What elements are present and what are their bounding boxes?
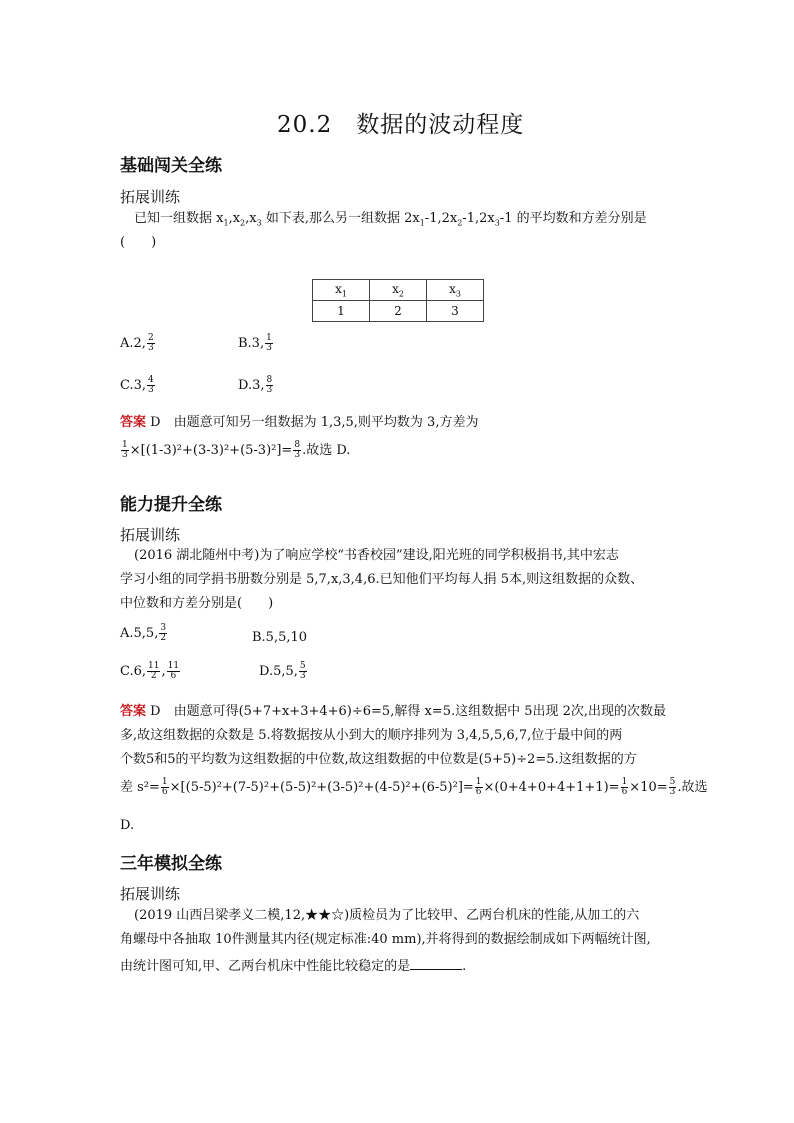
option-d — [238, 376, 274, 395]
option-a — [120, 624, 168, 643]
fraction: $\frac{5}{3}$ — [299, 661, 306, 681]
section-heading-basic: 基础闯关全练 — [120, 156, 222, 176]
answer-label: 答案 — [120, 415, 147, 430]
question-2-line1: (2016 湖北随州中考)为了响应学校“书香校园”建设,阳光班的同学积极捐书,其中宏志 — [134, 548, 619, 563]
question-3-line3 — [120, 957, 466, 973]
question-1-paren: ( ) — [120, 235, 157, 250]
option-label: A.2, — [120, 336, 146, 351]
answer-text: 差 s²= — [120, 780, 160, 795]
option-label: D.3, — [238, 378, 265, 393]
table-header-cell: $x_1$ — [313, 280, 370, 301]
answer-1-line1 — [120, 416, 478, 429]
table-header-cell: $x_3$ — [427, 280, 484, 301]
fraction: $\frac{8}{3}$ — [266, 375, 273, 395]
table-cell: 1 — [313, 301, 370, 322]
question-2-line2: 学习小组的同学捐书册数分别是 5,7,x,3,4,6.已知他们平均每人捐 5本,则这组数据的众数、 — [120, 572, 644, 587]
question-2-line3: 中位数和方差分别是( ) — [120, 596, 274, 611]
section-sub-mock: 拓展训练 — [120, 885, 181, 903]
fraction: $\frac{1}{3}$ — [266, 333, 272, 353]
fraction: $\frac{1}{6}$ — [475, 777, 482, 797]
table-header-row — [313, 280, 484, 301]
q1-part: 已知一组数据 x — [134, 211, 224, 226]
fraction: $\frac{8}{3}$ — [294, 440, 301, 460]
answer-2-line2: 多,故这组数据的众数是 5.将数据按从小到大的顺序排列为 3,4,5,5,6,7,位于最中间的两 — [120, 728, 623, 743]
table-row — [313, 301, 484, 322]
page-title: 20.2 数据的波动程度 — [277, 112, 525, 138]
fraction: $\frac{5}{3}$ — [669, 777, 676, 797]
option-label: D.5,5, — [259, 664, 298, 679]
answer-text: ×[(1-3)²+(3-3)²+(5-3)²]= — [129, 443, 293, 458]
answer-2-line5: D. — [120, 818, 135, 833]
option-label: C.6, — [120, 664, 147, 679]
answer-text: .故选 — [677, 780, 708, 795]
answer-2-line3: 个数5和5的平均数为这组数据的中位数,故这组数据的中位数是(5+5)÷2=5.这组数据的方 — [120, 752, 637, 767]
question-1-text: 已知一组数据 $x_1,x_2,x_3$ 如下表,那么另一组数据 $2x_1-1,2x_2-1,2x_3-1$ 的平均数和方差分别是 — [134, 211, 647, 228]
option-label: B.3, — [238, 336, 265, 351]
section-heading-ability: 能力提升全练 — [120, 495, 222, 515]
option-b — [238, 334, 274, 353]
data-table — [312, 279, 484, 322]
section-heading-mock: 三年模拟全练 — [120, 854, 222, 874]
fraction: $\frac{1}{6}$ — [161, 777, 168, 797]
option-label: C.3, — [120, 378, 147, 393]
question-text: . — [462, 959, 467, 974]
answer-text: D 由题意可得(5+7+x+3+4+6)÷6=5,解得 x=5.这组数据中 5出现 2次,出现的次数最 — [150, 704, 667, 719]
table-cell: 3 — [427, 301, 484, 322]
answer-text: ×[(5-5)²+(7-5)²+(5-5)²+(3-5)²+(4-5)²+(6-5)²]= — [169, 780, 474, 795]
section-sub-basic: 拓展训练 — [120, 188, 181, 206]
answer-text: ×10= — [629, 780, 668, 795]
answer-text: ×(0+4+0+4+1+1)= — [483, 780, 620, 795]
fraction: $\frac{1}{3}$ — [122, 440, 128, 460]
q1-part: 如下表,那么另一组数据 2x — [265, 211, 420, 226]
answer-2-line1 — [120, 705, 666, 718]
option-label: A.5,5, — [120, 626, 159, 641]
option-c: C.6, $\frac{11}{2}$ , $\frac{11}{6}$ — [120, 661, 180, 681]
fraction: $\frac{4}{3}$ — [148, 375, 154, 395]
answer-text: .故选 D. — [302, 443, 351, 458]
question-text: 由统计图可知,甲、乙两台机床中性能比较稳定的是 — [120, 959, 411, 974]
table-cell: 2 — [370, 301, 427, 322]
answer-blank[interactable] — [410, 957, 462, 970]
table-header-cell: $x_2$ — [370, 280, 427, 301]
question-3-line1: (2019 山西吕梁孝义二模,12,★★☆)质检员为了比较甲、乙两台机床的性能,从加工的六 — [134, 908, 640, 923]
section-sub-ability: 拓展训练 — [120, 526, 181, 544]
answer-text: D 由题意可知另一组数据为 1,3,5,则平均数为 3,方差为 — [150, 415, 479, 430]
option-d — [259, 662, 308, 681]
fraction: $\frac{2}{3}$ — [147, 333, 154, 353]
option-c — [120, 376, 156, 395]
answer-2-line4 — [120, 778, 708, 797]
fraction: $\frac{11}{2}$ — [148, 661, 160, 681]
fraction: $\frac{3}{2}$ — [160, 623, 167, 643]
answer-label: 答案 — [120, 704, 147, 719]
fraction: $\frac{11}{6}$ — [167, 661, 180, 681]
q1-part: 的平均数和方差分别是 — [516, 211, 647, 226]
question-3-line2: 角螺母中各抽取 10件测量其内径(规定标准:40 mm),并将得到的数据绘制成如下两幅统计图, — [120, 932, 651, 947]
option-a — [120, 334, 156, 353]
answer-1-line2 — [120, 441, 350, 460]
fraction: $\frac{1}{6}$ — [621, 777, 628, 797]
option-b: B.5,5,10 — [252, 630, 308, 645]
